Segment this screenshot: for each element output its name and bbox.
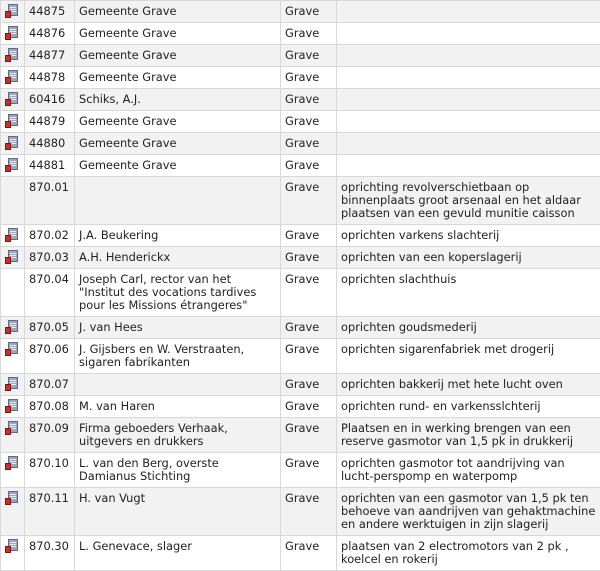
record-name: Gemeente Grave xyxy=(75,23,281,45)
table-row[interactable] xyxy=(1,396,600,418)
document-scan-icon[interactable] xyxy=(5,70,19,85)
row-icon-cell xyxy=(1,374,25,396)
record-number: 870.07 xyxy=(25,374,75,396)
record-number: 870.10 xyxy=(25,453,75,488)
document-scan-icon[interactable] xyxy=(5,491,19,506)
record-description: oprichten van een koperslagerij xyxy=(337,247,600,269)
record-description xyxy=(337,67,600,89)
table-row[interactable] xyxy=(1,23,600,45)
table-row[interactable] xyxy=(1,67,600,89)
row-icon-cell xyxy=(1,317,25,339)
row-icon-cell xyxy=(1,247,25,269)
table-row[interactable] xyxy=(1,453,600,488)
record-name: Joseph Carl, rector van het "Institut des vocations tardives pour les Missions étrangeres" xyxy=(75,269,281,317)
record-name: Gemeente Grave xyxy=(75,155,281,177)
record-name: Schiks, A.J. xyxy=(75,89,281,111)
document-scan-icon[interactable] xyxy=(5,158,19,173)
document-scan-icon[interactable] xyxy=(5,250,19,265)
row-icon-cell xyxy=(1,23,25,45)
row-icon-cell xyxy=(1,269,25,317)
record-number: 44881 xyxy=(25,155,75,177)
record-description xyxy=(337,45,600,67)
document-scan-icon[interactable] xyxy=(5,456,19,471)
record-description: oprichten rund- en varkensslchterij xyxy=(337,396,600,418)
record-name xyxy=(75,177,281,225)
record-name: H. van Vugt xyxy=(75,488,281,536)
row-icon-cell xyxy=(1,418,25,453)
record-number: 870.02 xyxy=(25,225,75,247)
document-scan-icon[interactable] xyxy=(5,399,19,414)
table-row[interactable] xyxy=(1,247,600,269)
record-name: J. Gijsbers en W. Verstraaten, sigaren fabrikanten xyxy=(75,339,281,374)
record-place: Grave xyxy=(281,67,337,89)
row-icon-cell xyxy=(1,396,25,418)
row-icon-cell xyxy=(1,133,25,155)
document-scan-icon[interactable] xyxy=(5,539,19,554)
record-number: 44877 xyxy=(25,45,75,67)
record-description: oprichten goudsmederij xyxy=(337,317,600,339)
record-description xyxy=(337,111,600,133)
record-description xyxy=(337,1,600,23)
record-place: Grave xyxy=(281,1,337,23)
record-number: 44879 xyxy=(25,111,75,133)
document-scan-icon[interactable] xyxy=(5,421,19,436)
record-number: 44876 xyxy=(25,23,75,45)
row-icon-cell xyxy=(1,155,25,177)
record-name: A.H. Henderickx xyxy=(75,247,281,269)
row-icon-cell xyxy=(1,1,25,23)
record-description xyxy=(337,23,600,45)
record-name: Gemeente Grave xyxy=(75,111,281,133)
table-row[interactable] xyxy=(1,317,600,339)
record-place: Grave xyxy=(281,133,337,155)
record-place: Grave xyxy=(281,317,337,339)
record-description: oprichten van een gasmotor van 1,5 pk ten behoeve van aandrijven van gehaktmachine en andere werktuigen in zijn slagerij xyxy=(337,488,600,536)
record-place: Grave xyxy=(281,536,337,571)
document-scan-icon[interactable] xyxy=(5,342,19,357)
document-scan-icon[interactable] xyxy=(5,26,19,41)
document-scan-icon[interactable] xyxy=(5,48,19,63)
record-place: Grave xyxy=(281,488,337,536)
record-description: oprichten slachthuis xyxy=(337,269,600,317)
record-description: oprichten gasmotor tot aandrijving van lucht-perspomp en waterpomp xyxy=(337,453,600,488)
record-name: M. van Haren xyxy=(75,396,281,418)
record-place: Grave xyxy=(281,339,337,374)
record-description: oprichting revolverschietbaan op binnenplaats groot arsenaal en het aldaar plaatsen van een gevuld munitie caisson xyxy=(337,177,600,225)
record-description xyxy=(337,89,600,111)
row-icon-cell xyxy=(1,67,25,89)
row-icon-cell xyxy=(1,89,25,111)
record-number: 44875 xyxy=(25,1,75,23)
record-number: 870.30 xyxy=(25,536,75,571)
record-place: Grave xyxy=(281,396,337,418)
record-description: oprichten sigarenfabriek met drogerij xyxy=(337,339,600,374)
record-place: Grave xyxy=(281,225,337,247)
table-row[interactable] xyxy=(1,111,600,133)
table-row[interactable] xyxy=(1,536,600,571)
row-icon-cell xyxy=(1,453,25,488)
record-place: Grave xyxy=(281,177,337,225)
record-place: Grave xyxy=(281,247,337,269)
record-description: plaatsen van 2 electromotors van 2 pk , koelcel en rokerij xyxy=(337,536,600,571)
row-icon-cell xyxy=(1,225,25,247)
document-scan-icon[interactable] xyxy=(5,136,19,151)
table-row[interactable] xyxy=(1,155,600,177)
record-number: 870.06 xyxy=(25,339,75,374)
record-name: Gemeente Grave xyxy=(75,67,281,89)
record-number: 870.09 xyxy=(25,418,75,453)
record-description xyxy=(337,133,600,155)
record-name xyxy=(75,374,281,396)
record-number: 44878 xyxy=(25,67,75,89)
record-place: Grave xyxy=(281,155,337,177)
record-description xyxy=(337,155,600,177)
document-scan-icon[interactable] xyxy=(5,4,19,19)
record-number: 870.03 xyxy=(25,247,75,269)
record-name: L. van den Berg, overste Damianus Stichting xyxy=(75,453,281,488)
row-icon-cell xyxy=(1,177,25,225)
record-name: Firma geboeders Verhaak, uitgevers en drukkers xyxy=(75,418,281,453)
table-row[interactable] xyxy=(1,225,600,247)
record-number: 60416 xyxy=(25,89,75,111)
document-scan-icon[interactable] xyxy=(5,320,19,335)
row-icon-cell xyxy=(1,45,25,67)
table-row[interactable] xyxy=(1,374,600,396)
record-number: 870.04 xyxy=(25,269,75,317)
table-row[interactable] xyxy=(1,339,600,374)
record-place: Grave xyxy=(281,45,337,67)
record-name: L. Genevace, slager xyxy=(75,536,281,571)
records-body xyxy=(1,1,600,571)
table-row[interactable] xyxy=(1,133,600,155)
record-description: Plaatsen en in werking brengen van een reserve gasmotor van 1,5 pk in drukkerij xyxy=(337,418,600,453)
record-description: oprichten varkens slachterij xyxy=(337,225,600,247)
record-place: Grave xyxy=(281,418,337,453)
record-description: oprichten bakkerij met hete lucht oven xyxy=(337,374,600,396)
table-row[interactable] xyxy=(1,45,600,67)
document-scan-icon[interactable] xyxy=(5,92,19,107)
table-row[interactable] xyxy=(1,418,600,453)
record-number: 870.08 xyxy=(25,396,75,418)
table-row[interactable] xyxy=(1,1,600,23)
row-icon-cell xyxy=(1,339,25,374)
row-icon-cell xyxy=(1,111,25,133)
record-place: Grave xyxy=(281,269,337,317)
document-scan-icon[interactable] xyxy=(5,114,19,129)
document-scan-icon[interactable] xyxy=(5,377,19,392)
record-number: 870.01 xyxy=(25,177,75,225)
record-place: Grave xyxy=(281,23,337,45)
table-row[interactable] xyxy=(1,269,600,317)
row-icon-cell xyxy=(1,488,25,536)
table-row[interactable] xyxy=(1,177,600,225)
record-place: Grave xyxy=(281,89,337,111)
row-icon-cell xyxy=(1,536,25,571)
record-name: Gemeente Grave xyxy=(75,133,281,155)
table-row[interactable] xyxy=(1,488,600,536)
record-name: J. van Hees xyxy=(75,317,281,339)
record-number: 870.11 xyxy=(25,488,75,536)
document-scan-icon[interactable] xyxy=(5,228,19,243)
record-name: Gemeente Grave xyxy=(75,45,281,67)
record-place: Grave xyxy=(281,374,337,396)
record-place: Grave xyxy=(281,111,337,133)
table-row[interactable] xyxy=(1,89,600,111)
record-name: Gemeente Grave xyxy=(75,1,281,23)
record-place: Grave xyxy=(281,453,337,488)
record-name: J.A. Beukering xyxy=(75,225,281,247)
record-number: 44880 xyxy=(25,133,75,155)
record-number: 870.05 xyxy=(25,317,75,339)
